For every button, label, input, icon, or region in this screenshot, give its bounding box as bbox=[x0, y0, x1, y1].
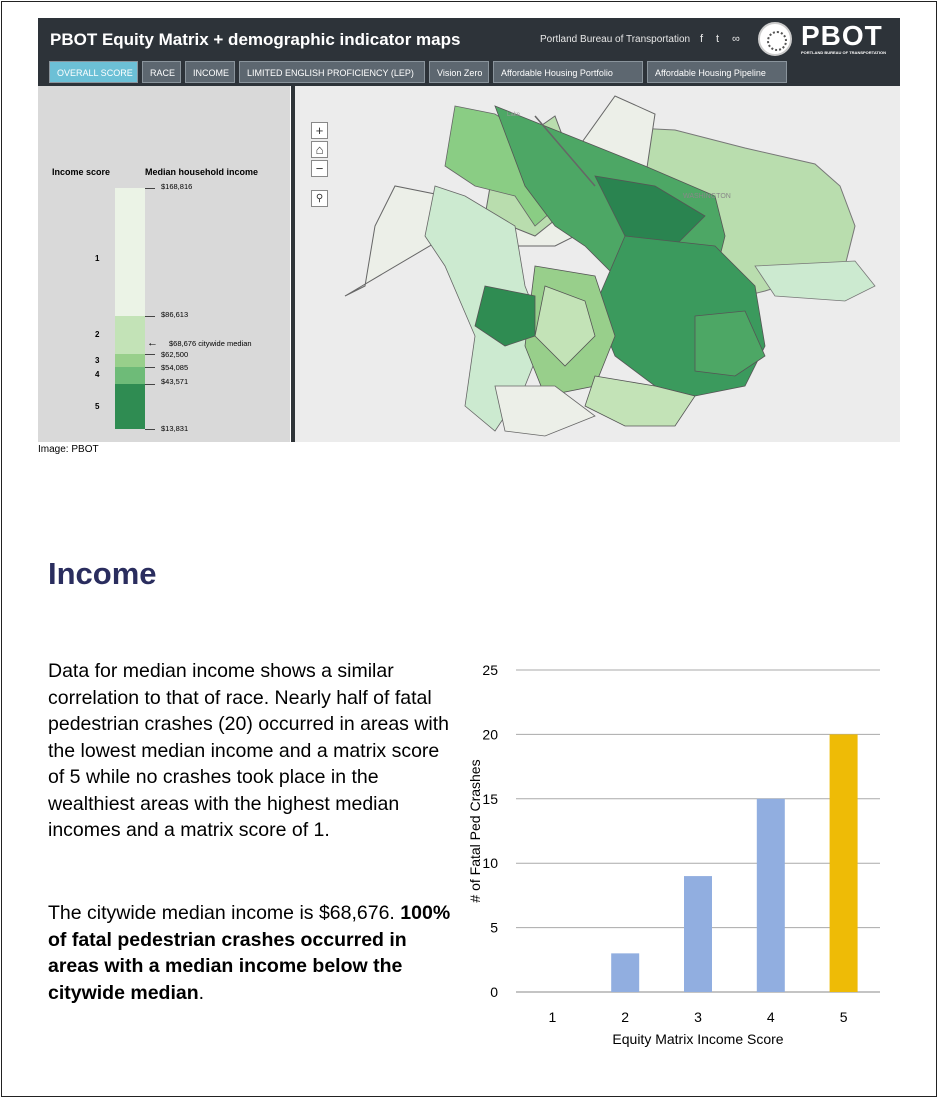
y-tick-label: 25 bbox=[482, 662, 498, 678]
portland-income-map bbox=[295, 86, 900, 442]
tab-lep[interactable]: LIMITED ENGLISH PROFICIENCY (LEP) bbox=[239, 61, 425, 83]
tab-race[interactable]: RACE bbox=[142, 61, 181, 83]
x-tick-label: 4 bbox=[766, 1009, 775, 1025]
legend-tick bbox=[145, 354, 155, 355]
arrow-left-icon: ← bbox=[147, 337, 158, 349]
tab-overall-score[interactable]: OVERALL SCORE bbox=[49, 61, 138, 83]
legend-tick bbox=[145, 188, 155, 189]
lake-label: Lake bbox=[507, 112, 521, 118]
bar-score-3 bbox=[684, 876, 712, 992]
x-tick-label: 2 bbox=[621, 1009, 630, 1025]
paragraph-citywide-median bbox=[48, 900, 458, 1006]
twitter-icon[interactable]: t bbox=[716, 33, 720, 45]
y-axis-label: # of Fatal Ped Crashes bbox=[467, 759, 483, 903]
app-title: PBOT Equity Matrix + demographic indicator maps bbox=[50, 30, 461, 49]
income-label-62500: $62,500 bbox=[161, 350, 189, 359]
x-tick-label: 1 bbox=[548, 1009, 557, 1025]
income-label-54085: $54,085 bbox=[161, 363, 189, 372]
pbot-logo-subtitle: PORTLAND BUREAU OF TRANSPORTATION bbox=[801, 50, 886, 55]
median-income-header: Median household income bbox=[145, 167, 259, 177]
bar-score-4 bbox=[757, 799, 785, 992]
pbot-logo: PBOT bbox=[801, 20, 883, 51]
bar-score-5 bbox=[830, 734, 858, 992]
score-label-4: 4 bbox=[95, 370, 100, 379]
fatal-crashes-bar-chart bbox=[460, 650, 890, 1050]
paragraph-income-correlation: Data for median income shows a similar correlation to that of race. Nearly half of fatal pedestrian crashes (20) occurred in areas with the lowest median income and a matrix score of 5 while no crashes took place in the wealthiest areas with the highest median incomes and a matrix score of 1. bbox=[48, 660, 450, 841]
income-label-86613: $86,613 bbox=[161, 310, 189, 319]
income-label-43571: $43,571 bbox=[161, 377, 189, 386]
y-tick-label: 10 bbox=[482, 855, 498, 872]
paragraph-citywide-end: . bbox=[198, 981, 205, 1004]
section-title: Income bbox=[48, 556, 157, 591]
home-icon[interactable]: ⌂ bbox=[311, 141, 328, 158]
income-label-min: $13,831 bbox=[161, 424, 189, 433]
income-label-citywide-median: $68,676 citywide median bbox=[169, 339, 252, 348]
score-label-3: 3 bbox=[95, 356, 100, 365]
image-caption: Image: PBOT bbox=[38, 444, 99, 455]
score-label-2: 2 bbox=[95, 330, 100, 339]
legend-panel bbox=[38, 86, 290, 442]
city-seal bbox=[758, 22, 792, 56]
zoom-in-icon[interactable]: + bbox=[311, 122, 328, 139]
facebook-icon[interactable]: f bbox=[700, 33, 704, 45]
legend-band-4 bbox=[115, 367, 145, 384]
pbot-map-screenshot bbox=[38, 18, 900, 442]
paragraph-citywide-plain: The citywide median income is $68,676. bbox=[48, 902, 401, 924]
map-view[interactable] bbox=[295, 86, 900, 442]
x-axis-label: Equity Matrix Income Score bbox=[612, 1031, 784, 1047]
legend-tick bbox=[145, 367, 155, 368]
y-tick-label: 20 bbox=[482, 726, 498, 743]
x-tick-label: 5 bbox=[839, 1009, 848, 1025]
score-label-5: 5 bbox=[95, 402, 100, 411]
income-score-header: Income score bbox=[52, 167, 111, 177]
washington-label: WASHINGTON bbox=[683, 193, 731, 200]
org-name: Portland Bureau of Transportation bbox=[540, 34, 691, 45]
legend-band-1 bbox=[115, 188, 145, 316]
legend-band-2 bbox=[115, 316, 145, 354]
app-header bbox=[38, 18, 900, 86]
y-tick-label: 0 bbox=[490, 984, 498, 1000]
legend-band-5 bbox=[115, 384, 145, 429]
income-label-max: $168,816 bbox=[161, 182, 193, 191]
score-label-1: 1 bbox=[95, 254, 100, 263]
link-icon[interactable]: ∞ bbox=[732, 33, 740, 45]
y-tick-label: 15 bbox=[482, 790, 498, 807]
paragraph-citywide-bold: 100% of fatal pedestrian crashes occurred in areas with a median income below the citywide median bbox=[48, 902, 451, 1004]
legend-tick bbox=[145, 384, 155, 385]
legend-tick bbox=[145, 429, 155, 430]
bar-score-2 bbox=[611, 953, 639, 992]
tab-affordable-housing-pipeline[interactable]: Affordable Housing Pipeline bbox=[647, 61, 787, 83]
legend-band-3 bbox=[115, 354, 145, 367]
tab-vision-zero[interactable]: Vision Zero bbox=[429, 61, 489, 83]
y-tick-label: 5 bbox=[490, 919, 498, 936]
search-icon[interactable]: ⚲ bbox=[311, 190, 328, 207]
x-tick-label: 3 bbox=[694, 1009, 702, 1025]
tab-income[interactable]: INCOME bbox=[185, 61, 235, 83]
zoom-out-icon[interactable]: − bbox=[311, 160, 328, 177]
legend-tick bbox=[145, 316, 155, 317]
tab-affordable-housing-portfolio[interactable]: Affordable Housing Portfolio bbox=[493, 61, 643, 83]
